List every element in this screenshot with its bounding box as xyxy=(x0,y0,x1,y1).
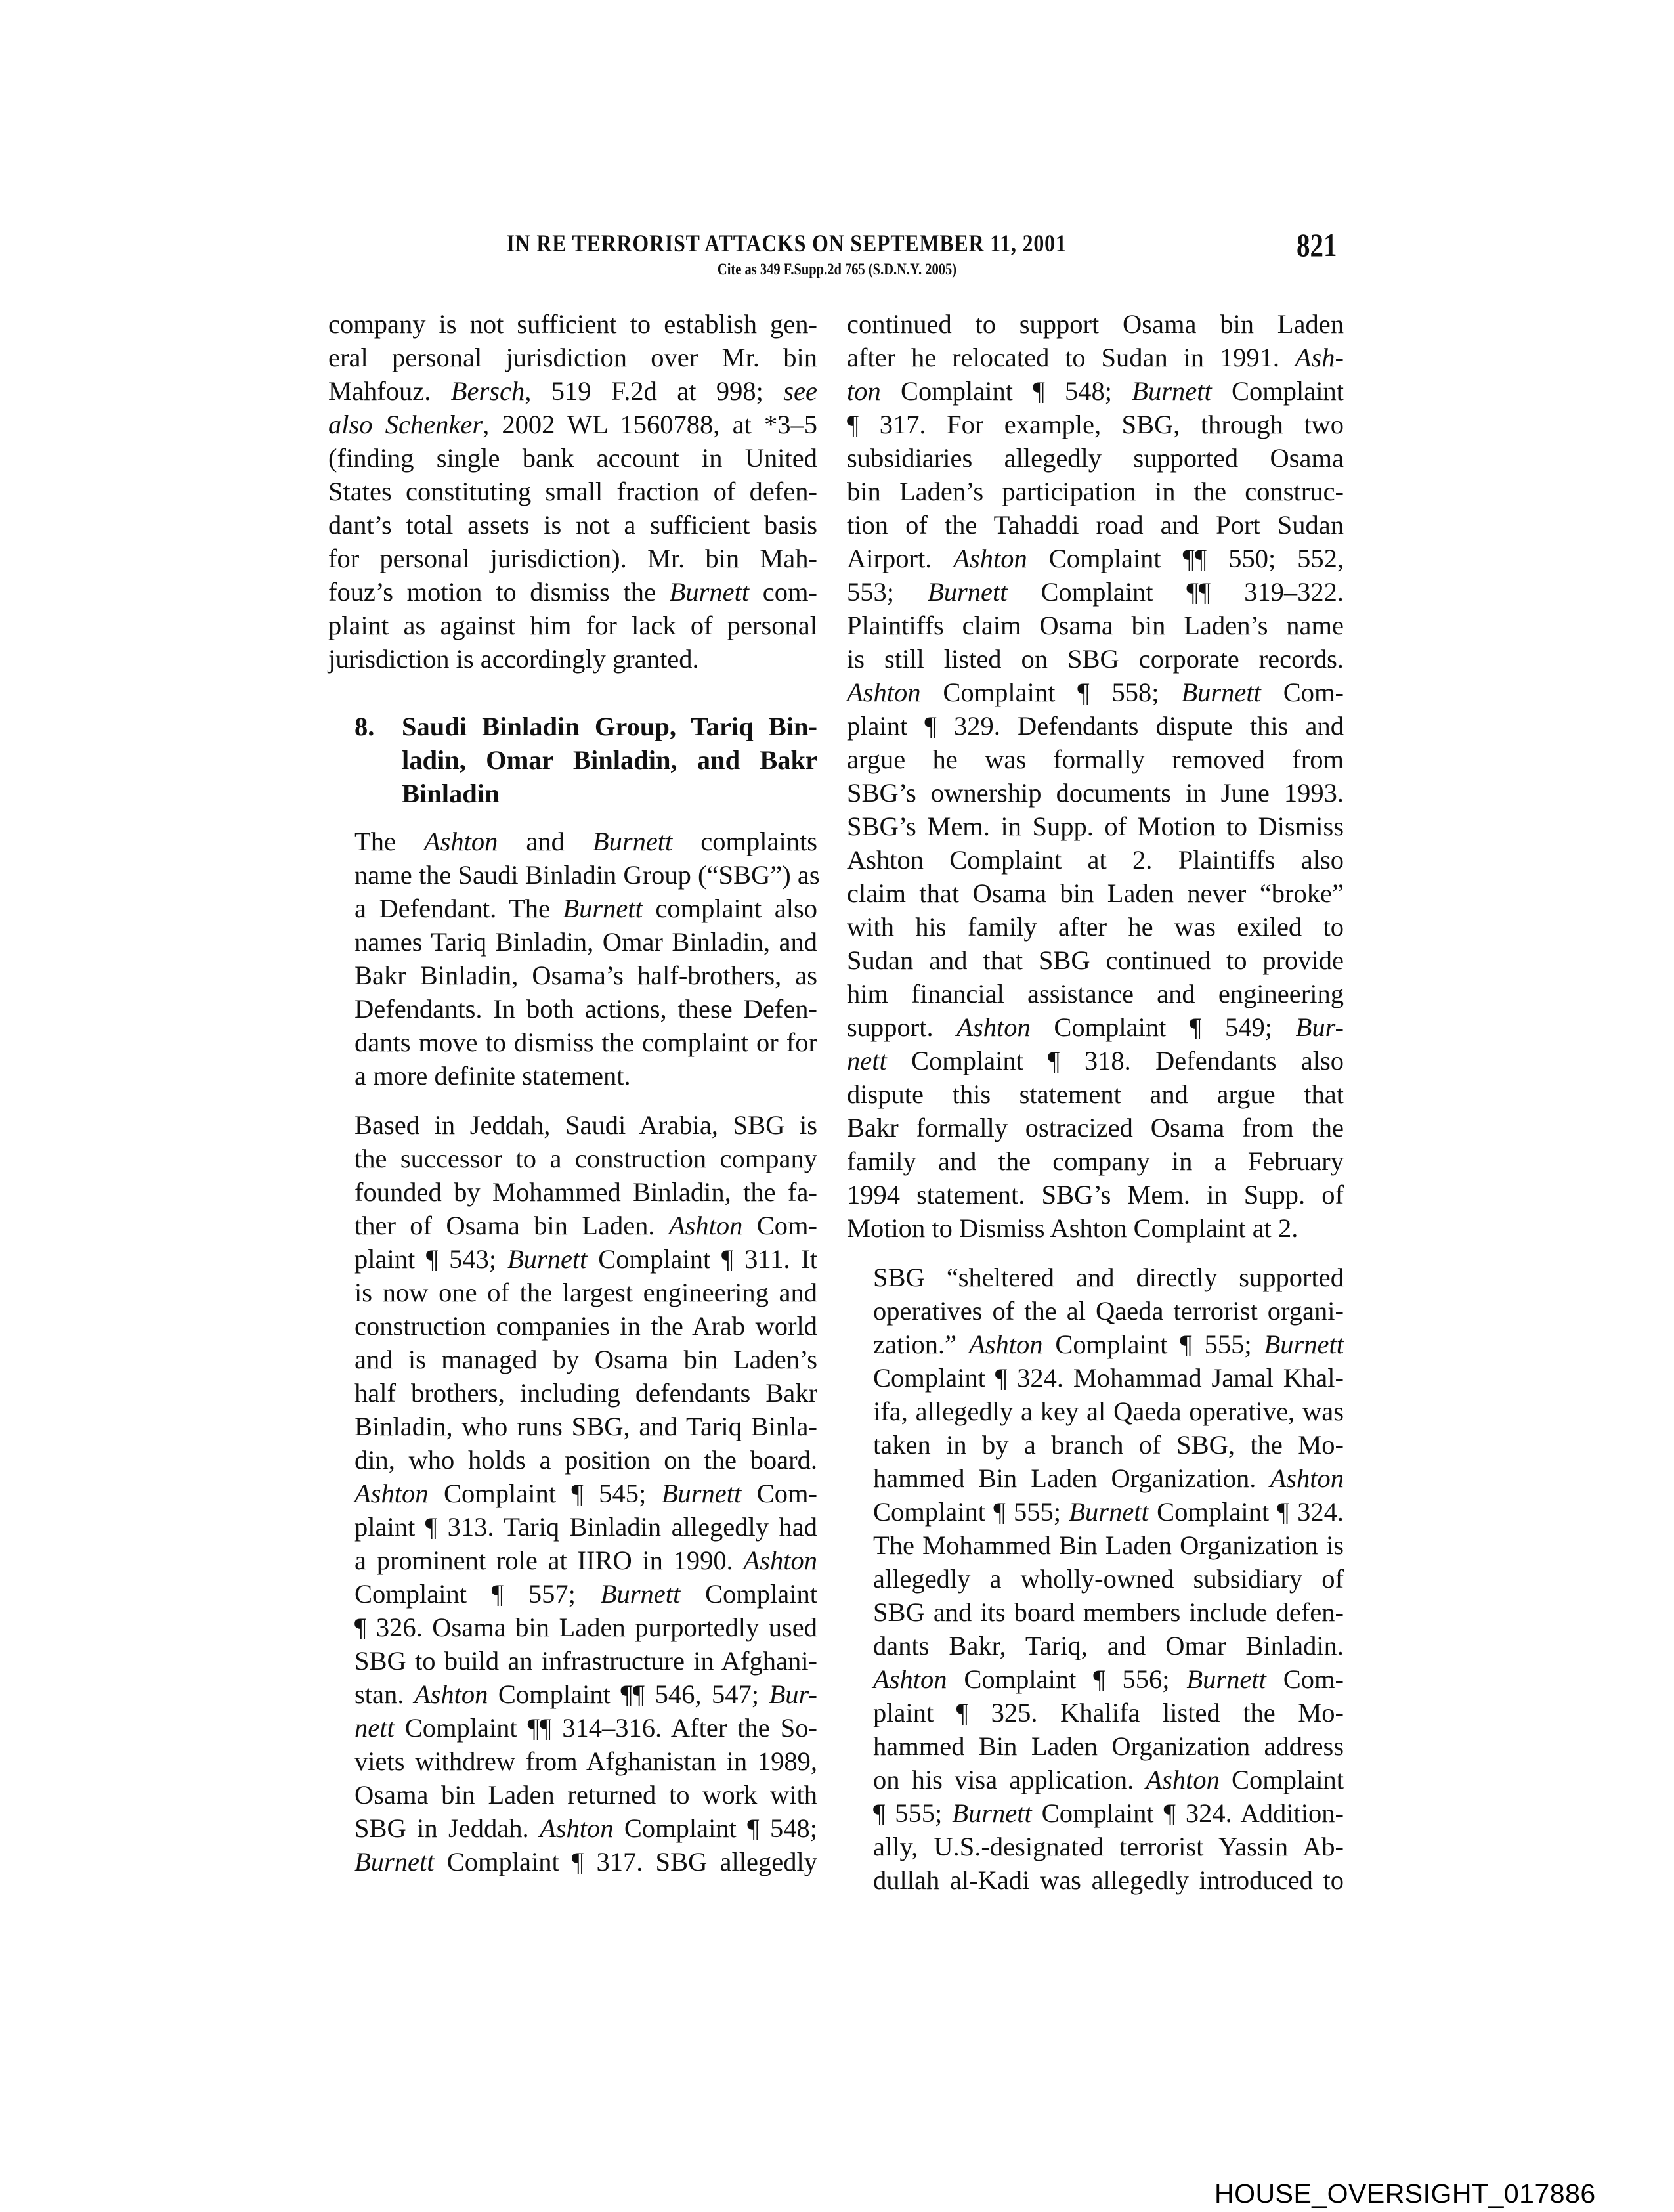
text-line: dullah al-Kadi was allegedly introduced to xyxy=(873,1865,1344,1895)
text-line: ladin, Omar Binladin, and Bakr xyxy=(402,745,817,775)
text-line: a more definite statement. xyxy=(354,1061,631,1091)
text-line: ally, U.S.-designated terrorist Yassin Ab- xyxy=(873,1832,1344,1861)
text-line: Complaint ¶ 324. Mohammad Jamal Khal- xyxy=(873,1363,1344,1393)
text-line: the successor to a construction company xyxy=(354,1144,817,1173)
paragraph-sbg-background xyxy=(328,1108,817,1878)
text-line: company is not sufficient to establish gen- xyxy=(328,309,817,339)
text-line: allegedly a wholly-owned subsidiary of xyxy=(873,1564,1344,1594)
text-line: after he relocated to Sudan in 1991. Ash- xyxy=(847,343,1344,372)
text-line: construction companies in the Arab world xyxy=(354,1311,817,1341)
text-line: jurisdiction is accordingly granted. xyxy=(328,644,699,674)
text-line: SBG’s ownership documents in June 1993. xyxy=(847,778,1344,808)
text-line: plaint ¶ 325. Khalifa listed the Mo- xyxy=(873,1698,1344,1727)
right-column xyxy=(847,307,1344,1897)
text-line: The Mohammed Bin Laden Organization is xyxy=(873,1530,1344,1560)
text-line: Binladin xyxy=(402,779,500,808)
text-line: stan. Ashton Complaint ¶¶ 546, 547; Bur- xyxy=(354,1680,817,1709)
text-line: tion of the Tahaddi road and Port Sudan xyxy=(847,510,1344,540)
text-line: for personal jurisdiction). Mr. bin Mah- xyxy=(328,544,817,573)
text-line: a prominent role at IIRO in 1990. Ashton xyxy=(354,1546,817,1575)
text-line: fouz’s motion to dismiss the Burnett com- xyxy=(328,577,817,607)
text-line: half brothers, including defendants Bakr xyxy=(354,1378,817,1408)
text-line: nett Complaint ¶ 318. Defendants also xyxy=(847,1046,1344,1075)
text-line: ¶ 317. For example, SBG, through two xyxy=(847,410,1344,439)
text-line: 553; Burnett Complaint ¶¶ 319–322. xyxy=(847,577,1344,607)
text-line: is still listed on SBG corporate records. xyxy=(847,644,1344,674)
citation-line: Cite as 349 F.Supp.2d 765 (S.D.N.Y. 2005) xyxy=(717,261,957,278)
text-line: zation.” Ashton Complaint ¶ 555; Burnett xyxy=(873,1330,1344,1359)
text-line: a Defendant. The Burnett complaint also xyxy=(354,894,817,923)
text-line: also Schenker, 2002 WL 1560788, at *3–5 xyxy=(328,410,817,439)
text-line: Saudi Binladin Group, Tariq Bin- xyxy=(402,712,817,741)
text-line: on his visa application. Ashton Complaint xyxy=(873,1765,1344,1794)
bates-number: HOUSE_OVERSIGHT_017886 xyxy=(1214,2179,1596,2209)
text-line: eral personal jurisdiction over Mr. bin xyxy=(328,343,817,372)
text-line: family and the company in a February xyxy=(847,1146,1344,1176)
section-title xyxy=(402,710,817,810)
text-line: hammed Bin Laden Organization address xyxy=(873,1731,1344,1761)
text-line: SBG in Jeddah. Ashton Complaint ¶ 548; xyxy=(354,1813,817,1843)
text-line: viets withdrew from Afghanistan in 1989, xyxy=(354,1746,817,1776)
text-line: with his family after he was exiled to xyxy=(847,912,1344,942)
text-line: operatives of the al Qaeda terrorist organi- xyxy=(873,1296,1344,1326)
text-line: Complaint ¶ 555; Burnett Complaint ¶ 324. xyxy=(873,1497,1344,1527)
paragraph-sbg-al-qaeda xyxy=(847,1261,1344,1897)
text-line: ther of Osama bin Laden. Ashton Com- xyxy=(354,1211,817,1240)
text-line: Airport. Ashton Complaint ¶¶ 550; 552, xyxy=(847,544,1344,573)
text-line: Bakr Binladin, Osama’s half-brothers, as xyxy=(354,961,817,990)
text-line: SBG and its board members include defen- xyxy=(873,1597,1344,1627)
paragraph-sbg-sudan xyxy=(847,307,1344,1245)
text-line: ifa, allegedly a key al Qaeda operative, was xyxy=(873,1397,1344,1426)
text-line: ¶ 326. Osama bin Laden purportedly used xyxy=(354,1613,817,1642)
text-line: plaint as against him for lack of personal xyxy=(328,611,817,640)
text-line: Bakr formally ostracized Osama from the xyxy=(847,1113,1344,1142)
left-column xyxy=(328,307,820,1878)
text-line: Defendants. In both actions, these Defen- xyxy=(354,994,817,1024)
text-line: Complaint ¶ 557; Burnett Complaint xyxy=(354,1579,817,1609)
text-line: and is managed by Osama bin Laden’s xyxy=(354,1345,817,1374)
text-line: dant’s total assets is not a sufficient basis xyxy=(328,510,817,540)
text-line: hammed Bin Laden Organization. Ashton xyxy=(873,1464,1344,1493)
text-line: argue he was formally removed from xyxy=(847,745,1344,774)
text-line: States constituting small fraction of defen- xyxy=(328,477,817,506)
text-line: Based in Jeddah, Saudi Arabia, SBG is xyxy=(354,1110,817,1140)
section-heading xyxy=(328,710,817,810)
text-line: names Tariq Binladin, Omar Binladin, and xyxy=(354,927,817,957)
text-line: Binladin, who runs SBG, and Tariq Binla- xyxy=(354,1412,817,1441)
text-line: Ashton Complaint ¶ 556; Burnett Com- xyxy=(873,1664,1344,1694)
text-line: dispute this statement and argue that xyxy=(847,1079,1344,1109)
paragraph-parties xyxy=(328,825,820,1093)
text-line: Ashton Complaint ¶ 545; Burnett Com- xyxy=(354,1479,817,1508)
text-line: din, who holds a position on the board. xyxy=(354,1445,817,1475)
text-line: Sudan and that SBG continued to provide xyxy=(847,945,1344,975)
text-line: is now one of the largest engineering and xyxy=(354,1278,817,1307)
text-line: Mahfouz. Bersch, 519 F.2d at 998; see xyxy=(328,376,818,406)
text-line: him financial assistance and engineering xyxy=(847,979,1344,1008)
text-line: Ashton Complaint at 2. Plaintiffs also xyxy=(847,845,1344,875)
text-line: 1994 statement. SBG’s Mem. in Supp. of xyxy=(847,1180,1344,1209)
text-line: dants Bakr, Tariq, and Omar Binladin. xyxy=(873,1631,1344,1660)
text-line: plaint ¶ 543; Burnett Complaint ¶ 311. It xyxy=(354,1244,817,1274)
text-line: continued to support Osama bin Laden xyxy=(847,309,1344,339)
text-line: taken in by a branch of SBG, the Mo- xyxy=(873,1430,1344,1460)
text-line: ¶ 555; Burnett Complaint ¶ 324. Addition- xyxy=(873,1798,1344,1828)
text-line: nett Complaint ¶¶ 314–316. After the So- xyxy=(354,1713,817,1743)
text-line: bin Laden’s participation in the construc- xyxy=(847,477,1344,506)
text-line: Osama bin Laden returned to work with xyxy=(354,1780,817,1810)
text-line: founded by Mohammed Binladin, the fa- xyxy=(354,1177,817,1207)
text-line: name the Saudi Binladin Group (“SBG”) as xyxy=(354,860,820,890)
text-line: Burnett Complaint ¶ 317. SBG allegedly xyxy=(354,1847,817,1876)
text-line: (finding single bank account in United xyxy=(328,443,817,473)
text-line: dants move to dismiss the complaint or for xyxy=(354,1028,817,1057)
text-line: Plaintiffs claim Osama bin Laden’s name xyxy=(847,611,1344,640)
text-line: plaint ¶ 313. Tariq Binladin allegedly had xyxy=(354,1512,817,1542)
text-line: ton Complaint ¶ 548; Burnett Complaint xyxy=(847,376,1344,406)
text-line: The Ashton and Burnett complaints xyxy=(354,827,817,856)
running-head: IN RE TERRORIST ATTACKS ON SEPTEMBER 11, 2001 xyxy=(506,230,1067,257)
text-line: subsidiaries allegedly supported Osama xyxy=(847,443,1344,473)
section-number: 8. xyxy=(354,712,375,741)
text-line: Motion to Dismiss Ashton Complaint at 2. xyxy=(847,1213,1298,1243)
text-line: support. Ashton Complaint ¶ 549; Bur- xyxy=(847,1012,1344,1042)
text-line: claim that Osama bin Laden never “broke” xyxy=(847,878,1344,908)
paragraph-jurisdiction-conclusion xyxy=(328,307,817,676)
text-line: Ashton Complaint ¶ 558; Burnett Com- xyxy=(847,678,1344,707)
text-line: SBG’s Mem. in Supp. of Motion to Dismiss xyxy=(847,812,1344,841)
text-line: SBG “sheltered and directly supported xyxy=(873,1263,1344,1292)
text-line: SBG to build an infrastructure in Afghani- xyxy=(354,1646,817,1676)
page-number: 821 xyxy=(1297,227,1337,263)
text-line: plaint ¶ 329. Defendants dispute this and xyxy=(847,711,1344,741)
